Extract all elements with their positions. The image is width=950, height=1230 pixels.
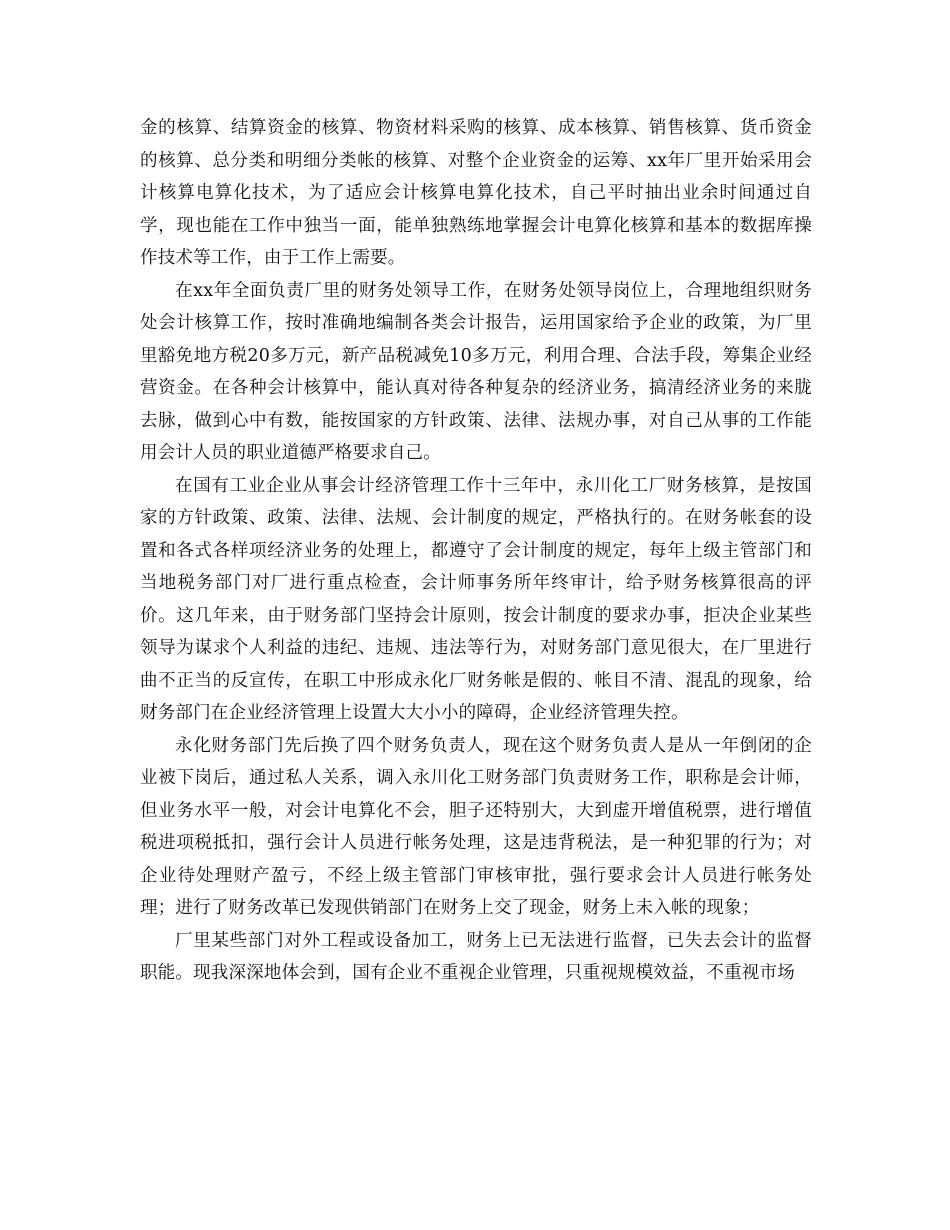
- paragraph-1: 金的核算、结算资金的核算、物资材料采购的核算、成本核算、销售核算、货币资金的核算、总分类和明细分类帐的核算、对整个企业资金的运筹、xx年厂里开始采用会计核算电算化技术，为了适应会计核算电算化技术，自己平时抽出业余时间通过自学，现也能在工作中独当一面，能单独熟练地掌握会计电算化核算和基本的数据库操作技术等工作，由于工作上需要。: [140, 118, 812, 268]
- paragraph-3: 在国有工业企业从事会计经济管理工作十三年中，永川化工厂财务核算，是按国家的方针政策、政策、法律、法规、会计制度的规定，严格执行的。在财务帐套的设置和各式各样项经济业务的处理上，都遵守了会计制度的规定，每年上级主管部门和当地税务部门对厂进行重点检查，会计师事务所年终审计，给予财务核算很高的评价。这几年来，由于财务部门坚持会计原则，按会计制度的要求办事，拒决企业某些领导为谋求个人利益的违纪、违规、违法等行为，对财务部门意见很大，在厂里进行曲不正当的反宣传，在职工中形成永化厂财务帐是假的、帐目不清、混乱的现象，给财务部门在企业经济管理上设置大大小小的障碍，企业经济管理失控。: [140, 475, 812, 723]
- paragraph-5: 厂里某些部门对外工程或设备加工，财务上已无法进行监督，已失去会计的监督职能。现我深深地体会到，国有企业不重视企业管理，只重视规模效益，不重视市场: [140, 930, 812, 983]
- document-body: [140, 112, 812, 990]
- paragraph-2: 在xx年全面负责厂里的财务处领导工作，在财务处领导岗位上，合理地组织财务处会计核算工作，按时准确地编制各类会计报告，运用国家给予企业的政策，为厂里里豁免地方税20多万元，新产品税减免10多万元，利用合理、合法手段，筹集企业经营资金。在各种会计核算中，能认真对待各种复杂的经济业务，搞清经济业务的来胧去脉，做到心中有数，能按国家的方针政策、法律、法规办事，对自己从事的工作能用会计人员的职业道德严格要求自己。: [140, 280, 812, 463]
- paragraph-4: 永化财务部门先后换了四个财务负责人，现在这个财务负责人是从一年倒闭的企业被下岗后，通过私人关系，调入永川化工财务部门负责财务工作，职称是会计师，但业务水平一般，对会计电算化不会，胆子还特别大，大到虚开增值税票，进行增值税进项税抵扣，强行会计人员进行帐务处理，这是违背税法，是一种犯罪的行为；对企业待处理财产盈亏，不经上级主管部门审核审批，强行要求会计人员进行帐务处理；进行了财务改革已发现供销部门在财务上交了现金，财务上未入帐的现象；: [140, 735, 812, 918]
